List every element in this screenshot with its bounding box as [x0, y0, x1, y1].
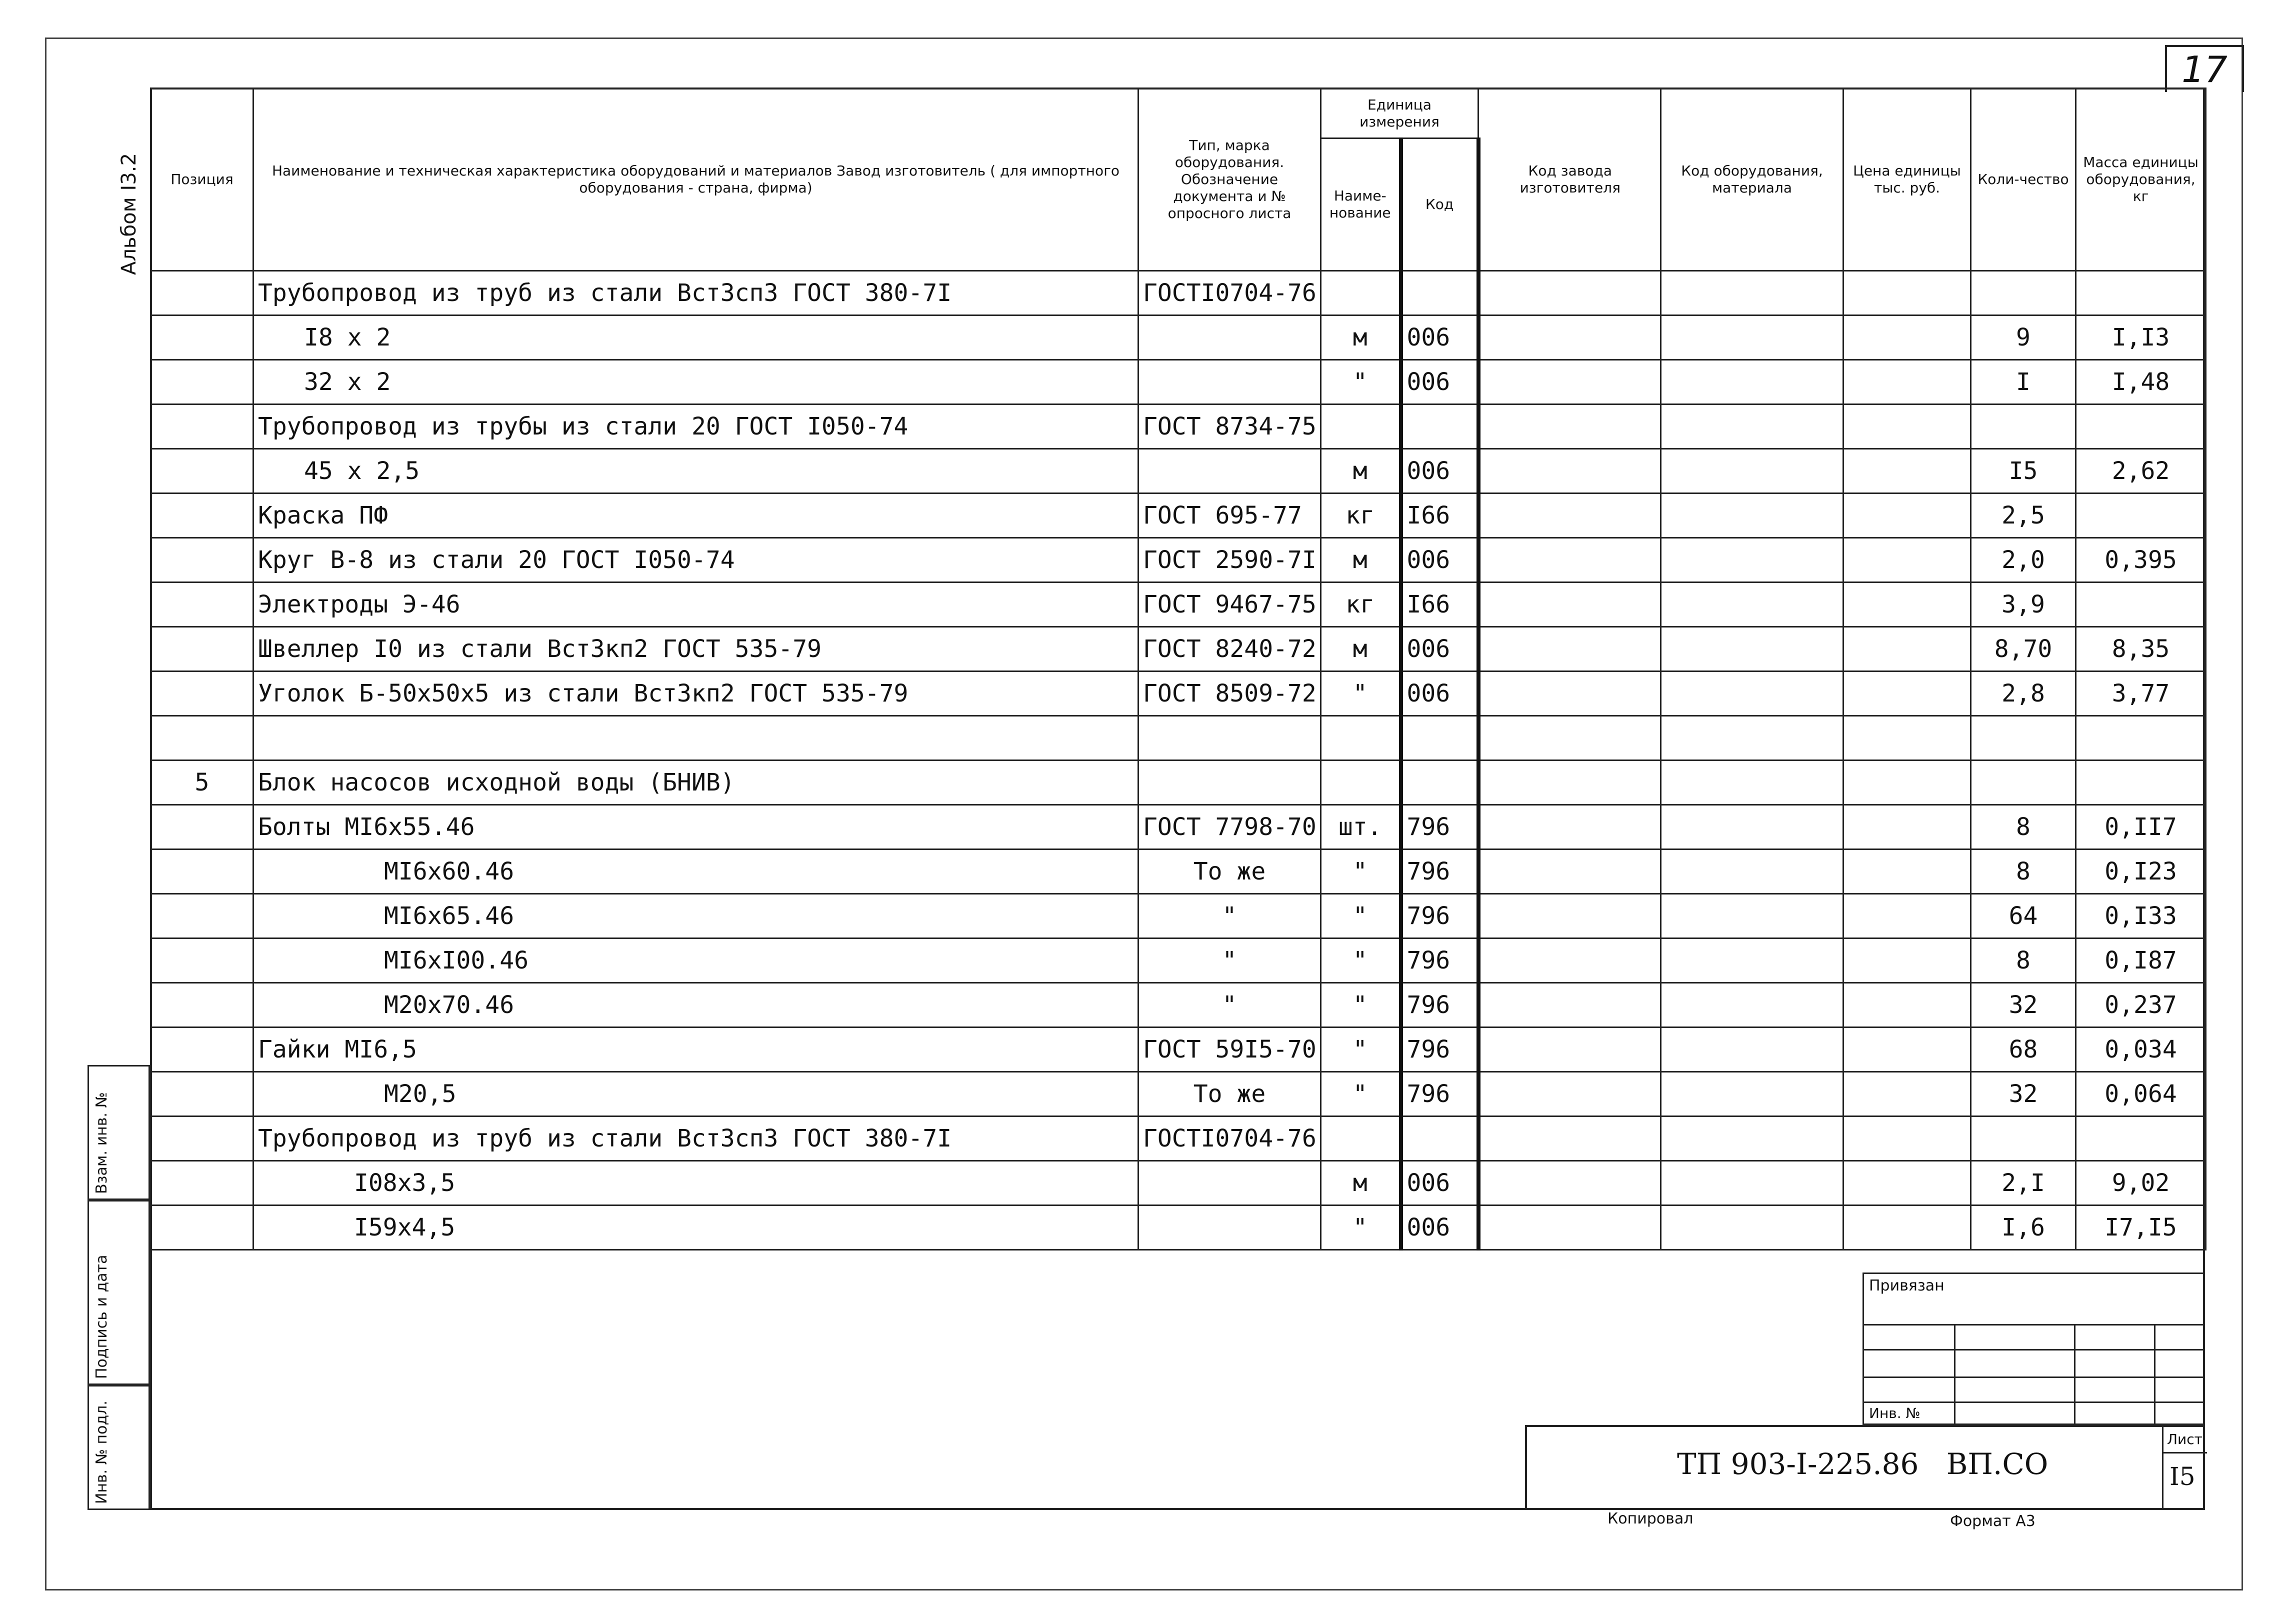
cell-type: ГОСТ 695-77 [1138, 494, 1321, 538]
cell-quantity: I5 [1971, 449, 2076, 494]
cell-equipment-code [1661, 582, 1844, 627]
cell-unit-code: 796 [1401, 1028, 1478, 1072]
cell-unit-name: м [1321, 449, 1401, 494]
cell-price [1844, 582, 1971, 627]
cell-price [1844, 894, 1971, 938]
cell-position [151, 850, 254, 894]
cell-type: ГОСТ 59I5-70 [1138, 1028, 1321, 1072]
cell-equipment-code [1661, 449, 1844, 494]
cell-mass [2076, 582, 2206, 627]
specification-table [150, 88, 2206, 1250]
cell-price [1844, 494, 1971, 538]
cell-factory-code [1478, 1116, 1661, 1161]
cell-price [1844, 850, 1971, 894]
cell-name: Электроды Э-46 [254, 582, 1138, 627]
side-label-inv: Инв. № подл. [93, 1400, 110, 1504]
cell-price [1844, 1028, 1971, 1072]
cell-name: Трубопровод из трубы из стали 20 ГОСТ I050-74 [254, 404, 1138, 449]
cell-unit-name: м [1321, 1161, 1401, 1206]
cell-position [151, 983, 254, 1028]
cell-mass [2076, 716, 2206, 760]
cell-price [1844, 805, 1971, 850]
cell-unit-code: 796 [1401, 894, 1478, 938]
cell-quantity: 8 [1971, 850, 2076, 894]
cell-unit-name: " [1321, 850, 1401, 894]
cell-factory-code [1478, 894, 1661, 938]
cell-quantity: 32 [1971, 1072, 2076, 1116]
cell-unit-code: 006 [1401, 1161, 1478, 1206]
table-row [151, 805, 2206, 850]
cell-unit-code: 796 [1401, 983, 1478, 1028]
table-row [151, 894, 2206, 938]
header-unit-group: Единица измерения [1321, 88, 1478, 138]
cell-quantity: 3,9 [1971, 582, 2076, 627]
header-mass: Масса единицы оборудования, кг [2076, 88, 2206, 271]
cell-position [151, 805, 254, 850]
cell-name: МI6х65.46 [254, 894, 1138, 938]
cell-unit-name: шт. [1321, 805, 1401, 850]
cell-factory-code [1478, 850, 1661, 894]
cell-position [151, 360, 254, 404]
cell-position [151, 1028, 254, 1072]
cell-price [1844, 627, 1971, 672]
cell-unit-code: 796 [1401, 1072, 1478, 1116]
cell-factory-code [1478, 1161, 1661, 1206]
cell-factory-code [1478, 672, 1661, 716]
cell-quantity: 2,5 [1971, 494, 2076, 538]
cell-unit-name [1321, 404, 1401, 449]
cell-factory-code [1478, 938, 1661, 983]
cell-factory-code [1478, 805, 1661, 850]
cell-unit-name [1321, 760, 1401, 805]
copied-label: Копировал [1608, 1510, 1694, 1528]
cell-name: Круг В-8 из стали 20 ГОСТ I050-74 [254, 538, 1138, 582]
cell-price [1844, 449, 1971, 494]
cell-quantity: I [1971, 360, 2076, 404]
header-position: Позиция [151, 88, 254, 271]
cell-mass: 0,395 [2076, 538, 2206, 582]
table-row [151, 316, 2206, 360]
cell-name: I08х3,5 [254, 1161, 1138, 1206]
cell-factory-code [1478, 1072, 1661, 1116]
cell-quantity [1971, 760, 2076, 805]
cell-quantity [1971, 716, 2076, 760]
cell-type: ГОСТ 7798-70 [1138, 805, 1321, 850]
cell-unit-name: " [1321, 1072, 1401, 1116]
cell-quantity: 64 [1971, 894, 2076, 938]
cell-unit-code: 006 [1401, 627, 1478, 672]
cell-equipment-code [1661, 1028, 1844, 1072]
cell-position [151, 538, 254, 582]
cell-unit-name: " [1321, 983, 1401, 1028]
cell-unit-code [1401, 1116, 1478, 1161]
cell-type: " [1138, 983, 1321, 1028]
cell-name: 45 x 2,5 [254, 449, 1138, 494]
cell-price [1844, 938, 1971, 983]
cell-equipment-code [1661, 1161, 1844, 1206]
cell-mass: 0,I33 [2076, 894, 2206, 938]
cell-unit-name: " [1321, 672, 1401, 716]
table-row [151, 1028, 2206, 1072]
cell-position [151, 316, 254, 360]
cell-name: МI6хI00.46 [254, 938, 1138, 983]
header-unit-name: Наиме-нование [1321, 138, 1401, 271]
cell-factory-code [1478, 983, 1661, 1028]
cell-equipment-code [1661, 627, 1844, 672]
cell-equipment-code [1661, 760, 1844, 805]
cell-unit-code: 796 [1401, 850, 1478, 894]
cell-unit-name: " [1321, 360, 1401, 404]
cell-mass: 0,I87 [2076, 938, 2206, 983]
cell-unit-code: I66 [1401, 494, 1478, 538]
cell-price [1844, 360, 1971, 404]
cell-mass: 0,I23 [2076, 850, 2206, 894]
cell-type: ГОСТ 8509-72 [1138, 672, 1321, 716]
sheet-number: 17 [2165, 45, 2244, 92]
cell-equipment-code [1661, 271, 1844, 316]
cell-unit-name: " [1321, 894, 1401, 938]
cell-unit-code [1401, 716, 1478, 760]
cell-position [151, 1206, 254, 1250]
cell-price [1844, 271, 1971, 316]
cell-type: То же [1138, 850, 1321, 894]
cell-unit-code [1401, 271, 1478, 316]
cell-factory-code [1478, 627, 1661, 672]
cell-quantity: 8 [1971, 938, 2076, 983]
cell-equipment-code [1661, 983, 1844, 1028]
table-row [151, 1206, 2206, 1250]
cell-factory-code [1478, 271, 1661, 316]
header-factory-code: Код завода изготовителя [1478, 88, 1661, 271]
cell-type: " [1138, 938, 1321, 983]
cell-price [1844, 716, 1971, 760]
cell-mass: I7,I5 [2076, 1206, 2206, 1250]
table-row [151, 1116, 2206, 1161]
cell-equipment-code [1661, 316, 1844, 360]
cell-mass: 0,064 [2076, 1072, 2206, 1116]
document-code: ТП 903-I-225.86 ВП.СО [1677, 1447, 2048, 1481]
cell-equipment-code [1661, 894, 1844, 938]
header-price: Цена единицы тыс. руб. [1844, 88, 1971, 271]
cell-factory-code [1478, 1206, 1661, 1250]
cell-quantity: 2,8 [1971, 672, 2076, 716]
cell-position [151, 627, 254, 672]
list-label: Лист [2167, 1431, 2202, 1448]
cell-quantity: I,6 [1971, 1206, 2076, 1250]
cell-price [1844, 1206, 1971, 1250]
cell-equipment-code [1661, 360, 1844, 404]
cell-quantity [1971, 404, 2076, 449]
table-row [151, 271, 2206, 316]
list-number: I5 [2170, 1462, 2196, 1491]
cell-equipment-code [1661, 805, 1844, 850]
cell-quantity [1971, 1116, 2076, 1161]
cell-quantity: 2,I [1971, 1161, 2076, 1206]
header-name: Наименование и техническая характеристика оборудований и материалов Завод изготовитель ( для импортного оборудования - страна, фирма) [254, 88, 1138, 271]
cell-type: " [1138, 894, 1321, 938]
cell-position [151, 1116, 254, 1161]
cell-name: I8 x 2 [254, 316, 1138, 360]
cell-factory-code [1478, 316, 1661, 360]
cell-type [1138, 449, 1321, 494]
side-box-inv [88, 1385, 150, 1510]
cell-position [151, 494, 254, 538]
cell-unit-name [1321, 271, 1401, 316]
cell-position [151, 672, 254, 716]
cell-quantity: 32 [1971, 983, 2076, 1028]
cell-name: 32 x 2 [254, 360, 1138, 404]
cell-type: ГОСТI0704-76 [1138, 271, 1321, 316]
table-row [151, 760, 2206, 805]
cell-unit-name: " [1321, 1028, 1401, 1072]
side-box-vzam [88, 1065, 150, 1200]
cell-equipment-code [1661, 1072, 1844, 1116]
cell-price [1844, 404, 1971, 449]
cell-price [1844, 538, 1971, 582]
cell-unit-name [1321, 1116, 1401, 1161]
format-label: Формат А3 [1950, 1512, 2036, 1530]
cell-type [1138, 1206, 1321, 1250]
cell-position [151, 271, 254, 316]
cell-factory-code [1478, 582, 1661, 627]
cell-unit-code: 006 [1401, 672, 1478, 716]
cell-name: М20,5 [254, 1072, 1138, 1116]
cell-type [1138, 1161, 1321, 1206]
table-row [151, 1072, 2206, 1116]
cell-quantity: 8,70 [1971, 627, 2076, 672]
cell-unit-code [1401, 760, 1478, 805]
cell-factory-code [1478, 449, 1661, 494]
cell-unit-name: м [1321, 538, 1401, 582]
cell-quantity: 2,0 [1971, 538, 2076, 582]
cell-mass: I,48 [2076, 360, 2206, 404]
side-label-vzam: Взам. инв. № [93, 1092, 110, 1194]
cell-price [1844, 760, 1971, 805]
table-row [151, 983, 2206, 1028]
cell-mass: 2,62 [2076, 449, 2206, 494]
cell-position [151, 894, 254, 938]
cell-mass: 0,034 [2076, 1028, 2206, 1072]
cell-name: Блок насосов исходной воды (БНИВ) [254, 760, 1138, 805]
header-quantity: Коли-чество [1971, 88, 2076, 271]
cell-type: ГОСТI0704-76 [1138, 1116, 1321, 1161]
cell-factory-code [1478, 360, 1661, 404]
cell-mass [2076, 760, 2206, 805]
cell-mass: 0,II7 [2076, 805, 2206, 850]
cell-unit-name: " [1321, 1206, 1401, 1250]
cell-type: ГОСТ 8734-75 [1138, 404, 1321, 449]
cell-unit-name: кг [1321, 582, 1401, 627]
cell-position [151, 716, 254, 760]
cell-mass: 0,237 [2076, 983, 2206, 1028]
table-row [151, 672, 2206, 716]
table-row [151, 716, 2206, 760]
table-row [151, 360, 2206, 404]
cell-price [1844, 1072, 1971, 1116]
cell-name: Гайки МI6,5 [254, 1028, 1138, 1072]
cell-mass: 8,35 [2076, 627, 2206, 672]
cell-type: ГОСТ 9467-75 [1138, 582, 1321, 627]
cell-unit-code: 006 [1401, 316, 1478, 360]
cell-unit-name: м [1321, 627, 1401, 672]
cell-position [151, 449, 254, 494]
table-row [151, 850, 2206, 894]
cell-mass [2076, 271, 2206, 316]
cell-equipment-code [1661, 404, 1844, 449]
table-row [151, 538, 2206, 582]
cell-price [1844, 1161, 1971, 1206]
cell-equipment-code [1661, 716, 1844, 760]
cell-equipment-code [1661, 672, 1844, 716]
cell-price [1844, 983, 1971, 1028]
table-row [151, 1161, 2206, 1206]
cell-type: ГОСТ 8240-72 [1138, 627, 1321, 672]
cell-name [254, 716, 1138, 760]
table-row [151, 627, 2206, 672]
cell-position [151, 404, 254, 449]
privyazan-box [1862, 1272, 2205, 1425]
cell-name: Трубопровод из труб из стали ВстЗсп3 ГОСТ 380-7I [254, 271, 1138, 316]
cell-name: Швеллер I0 из стали Вст3кп2 ГОСТ 535-79 [254, 627, 1138, 672]
header-unit-code: Код [1401, 138, 1478, 271]
cell-unit-code [1401, 404, 1478, 449]
cell-unit-code: I66 [1401, 582, 1478, 627]
cell-equipment-code [1661, 1116, 1844, 1161]
header-equipment-code: Код оборудования, материала [1661, 88, 1844, 271]
table-row [151, 449, 2206, 494]
cell-position [151, 938, 254, 983]
table-row [151, 582, 2206, 627]
cell-type [1138, 360, 1321, 404]
cell-position [151, 1161, 254, 1206]
title-stamp [1525, 1425, 2205, 1510]
cell-mass: I,I3 [2076, 316, 2206, 360]
table-row [151, 404, 2206, 449]
cell-mass [2076, 404, 2206, 449]
cell-unit-name: кг [1321, 494, 1401, 538]
cell-name: М20х70.46 [254, 983, 1138, 1028]
cell-unit-name [1321, 716, 1401, 760]
cell-equipment-code [1661, 938, 1844, 983]
cell-quantity: 68 [1971, 1028, 2076, 1072]
cell-quantity: 8 [1971, 805, 2076, 850]
cell-name: Трубопровод из труб из стали ВстЗсп3 ГОСТ 380-7I [254, 1116, 1138, 1161]
side-label-podpis: Подпись и дата [93, 1254, 110, 1379]
cell-name: Краска ПФ [254, 494, 1138, 538]
cell-factory-code [1478, 538, 1661, 582]
privyazan-label: Привязан [1869, 1277, 1944, 1294]
header-type: Тип, марка оборудования. Обозначение документа и № опросного листа [1138, 88, 1321, 271]
cell-name: МI6х60.46 [254, 850, 1138, 894]
cell-type: То же [1138, 1072, 1321, 1116]
cell-equipment-code [1661, 494, 1844, 538]
cell-equipment-code [1661, 1206, 1844, 1250]
cell-factory-code [1478, 494, 1661, 538]
table-row [151, 494, 2206, 538]
cell-unit-name: " [1321, 938, 1401, 983]
cell-name: I59х4,5 [254, 1206, 1138, 1250]
cell-position [151, 1072, 254, 1116]
cell-unit-code: 006 [1401, 1206, 1478, 1250]
cell-type [1138, 716, 1321, 760]
cell-factory-code [1478, 716, 1661, 760]
album-label: Альбом I3.2 [118, 153, 140, 275]
cell-mass: 3,77 [2076, 672, 2206, 716]
cell-unit-code: 006 [1401, 449, 1478, 494]
inv-no-label: Инв. № [1869, 1405, 1920, 1422]
cell-equipment-code [1661, 850, 1844, 894]
cell-factory-code [1478, 404, 1661, 449]
cell-price [1844, 316, 1971, 360]
cell-unit-code: 006 [1401, 538, 1478, 582]
cell-price [1844, 672, 1971, 716]
cell-type: ГОСТ 2590-7I [1138, 538, 1321, 582]
cell-position: 5 [151, 760, 254, 805]
cell-equipment-code [1661, 538, 1844, 582]
cell-price [1844, 1116, 1971, 1161]
table-row [151, 938, 2206, 983]
cell-type [1138, 316, 1321, 360]
cell-unit-code: 796 [1401, 805, 1478, 850]
cell-unit-code: 006 [1401, 360, 1478, 404]
cell-position [151, 582, 254, 627]
cell-unit-name: м [1321, 316, 1401, 360]
side-box-podpis [88, 1200, 150, 1385]
cell-mass [2076, 1116, 2206, 1161]
cell-quantity: 9 [1971, 316, 2076, 360]
cell-mass [2076, 494, 2206, 538]
cell-unit-code: 796 [1401, 938, 1478, 983]
cell-name: Уголок Б-50х50х5 из стали Вст3кп2 ГОСТ 535-79 [254, 672, 1138, 716]
cell-quantity [1971, 271, 2076, 316]
cell-factory-code [1478, 760, 1661, 805]
cell-factory-code [1478, 1028, 1661, 1072]
specification-body [151, 271, 2206, 1250]
cell-type [1138, 760, 1321, 805]
cell-mass: 9,02 [2076, 1161, 2206, 1206]
cell-name: Болты МI6х55.46 [254, 805, 1138, 850]
